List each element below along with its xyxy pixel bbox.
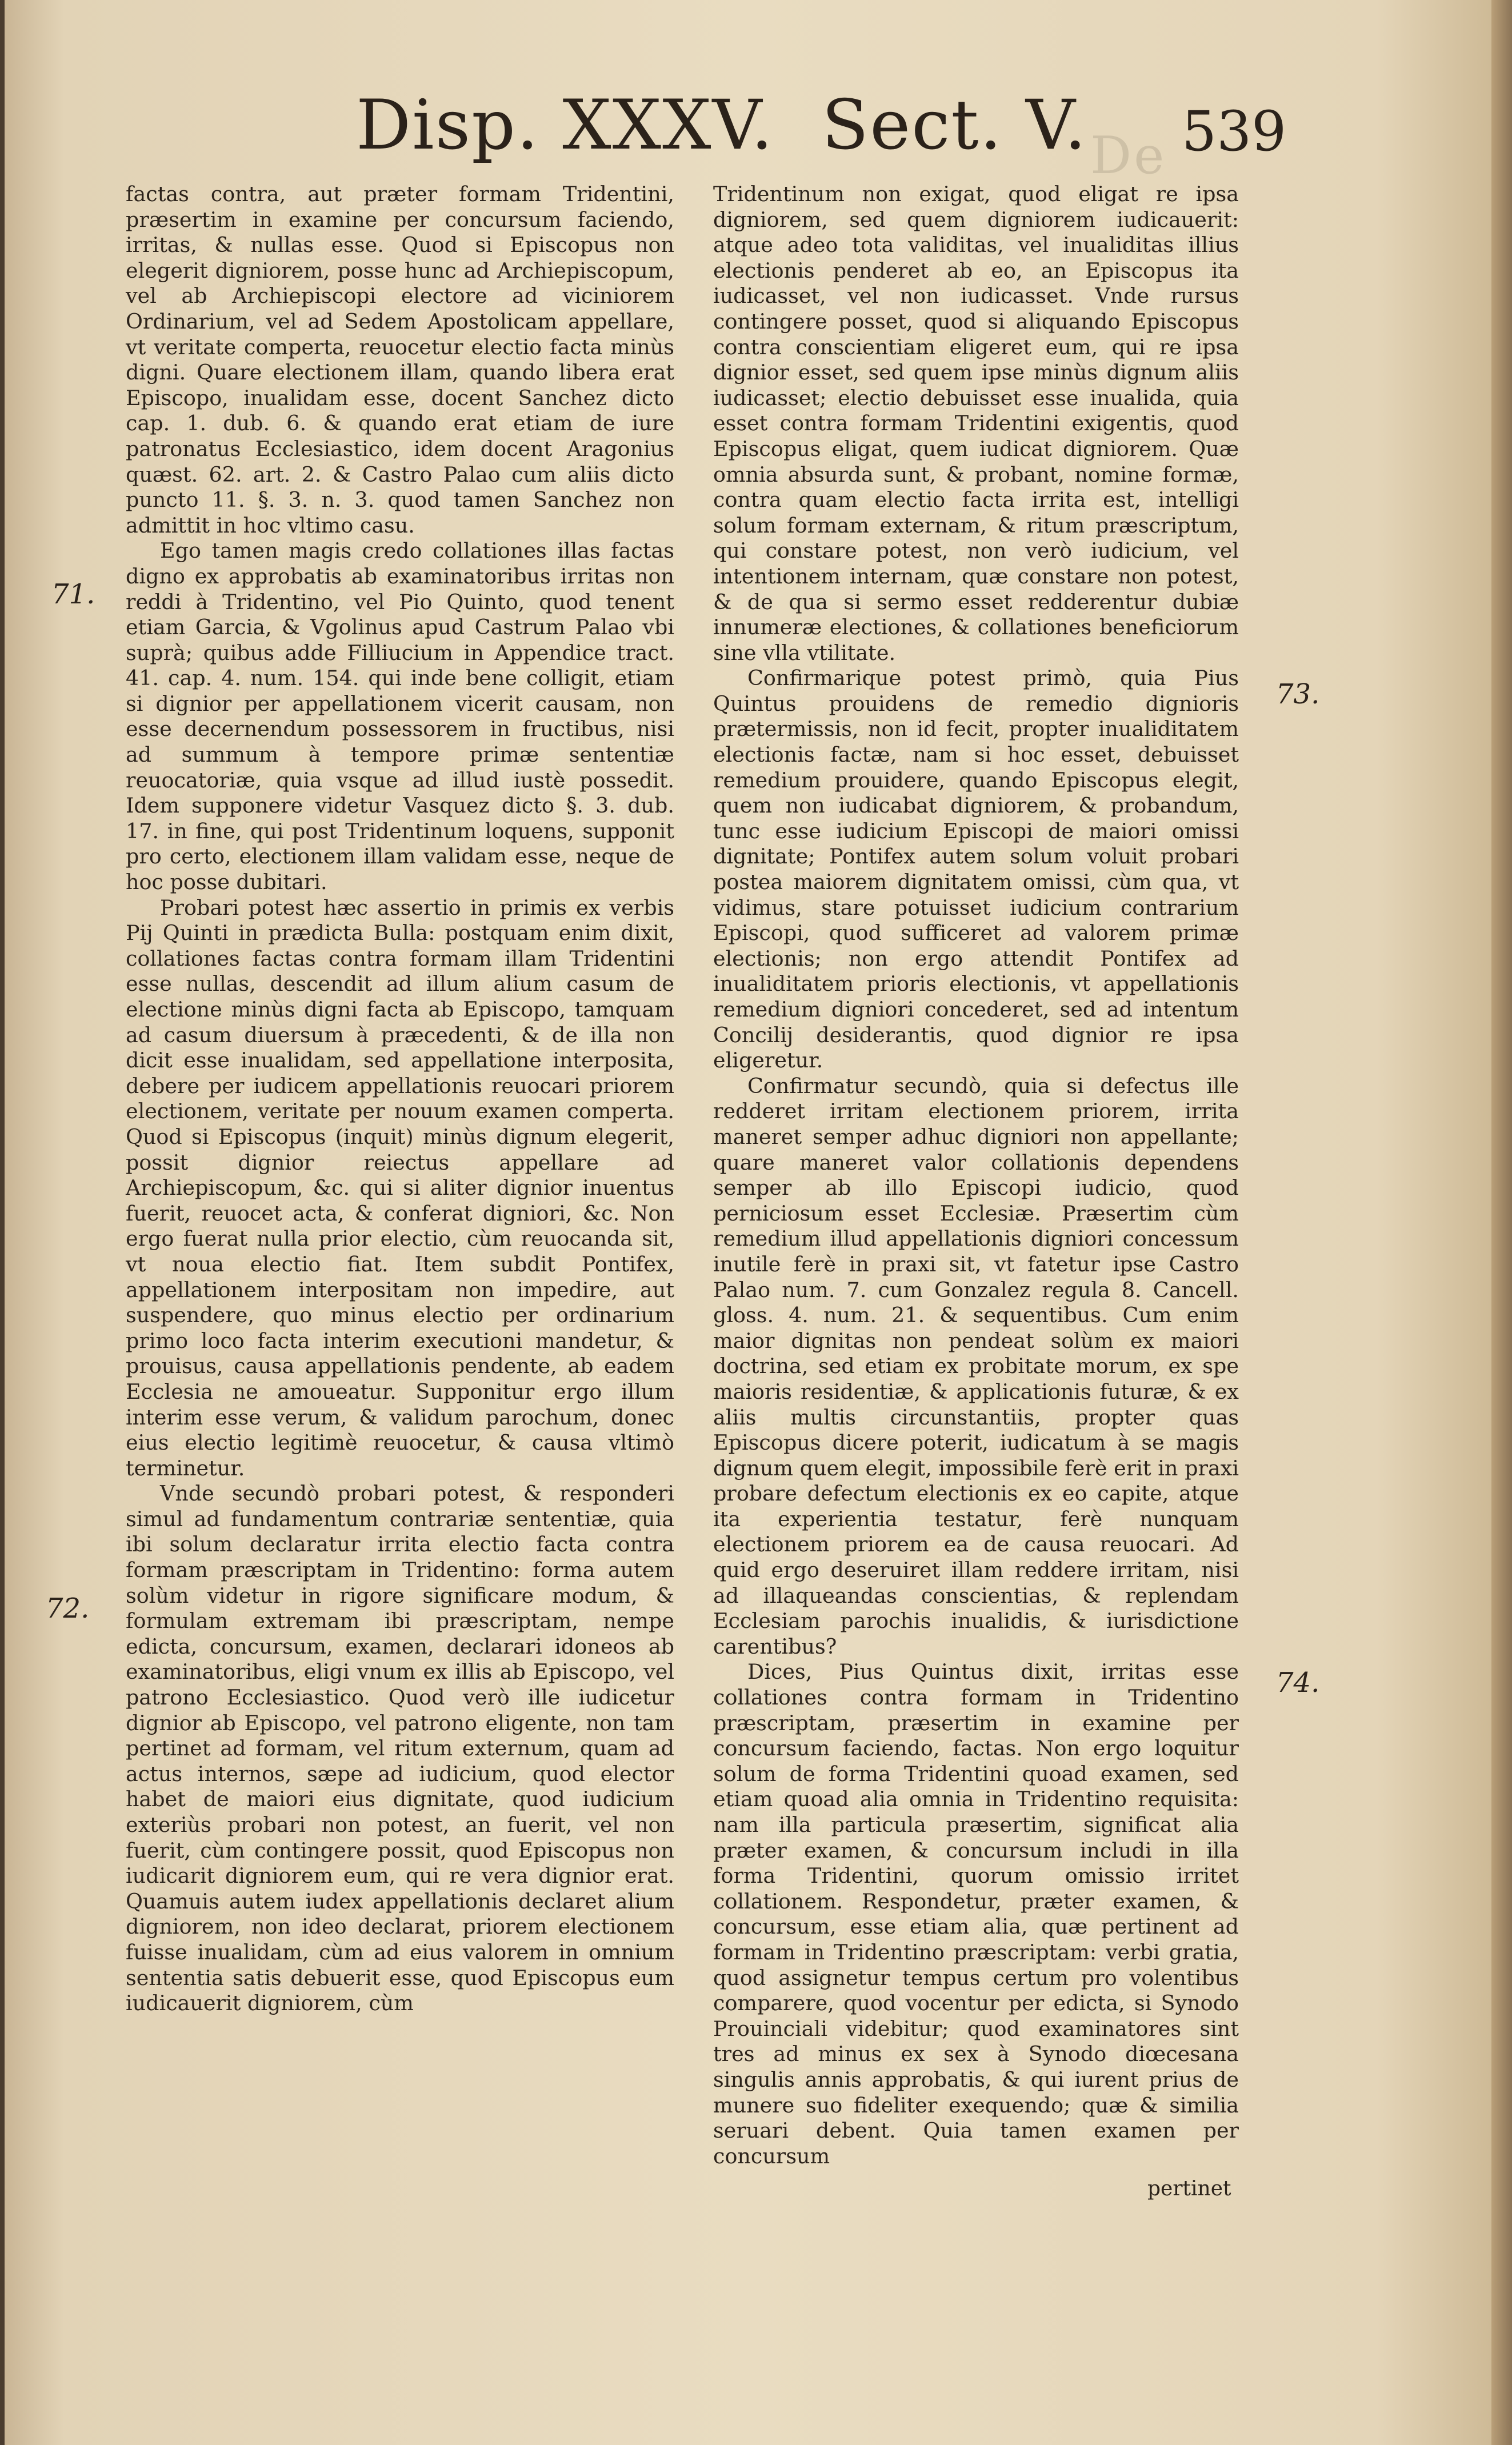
running-head xyxy=(5,74,1496,186)
right-column xyxy=(713,182,1239,2169)
header-disputation: Disp. XXXV. xyxy=(356,86,774,165)
paragraph: Confirmatur secundò, quia si defectus ille redderet irritam electionem priorem, irrita maneret semper adhuc digniori non appellante; quare maneret valor collationis dependens semper ab illo Episcopi iudicio, quod perniciosum esset Ecclesiæ. Præsertim cùm remedium illud appellationis digniori concessum inutile ferè in praxi sit, vt fatetur ipse Castro Palao num. 7. cum Gonzalez regula 8. Cancell. gloss. 4. num. 21. & sequentibus. Cum enim maior dignitas non pendeat solùm ex maiori doctrina, sed etiam ex probitate morum, ex spe maioris residentiæ, & applicationis futuræ, & ex aliis multis circunstantiis, propter quas Episcopus dicere poterit, iudicatum à se magis dignum quem elegit, impossibile ferè erit in praxi probare defectum electionis ex eo capite, atque ita experientia testatur, ferè nunquam electionem priorem ea de causa reuocari. Ad quid ergo deseruiret illam reddere irritam, nisi ad illaqueandas conscientias, & replendam Ecclesiam parochis inualidis, & iurisdictione carentibus? xyxy=(713,1073,1239,1659)
margin-number-73: 73. xyxy=(1276,678,1320,710)
paragraph: factas contra, aut præter formam Tridentini, præsertim in examine per concursum faciendo, irritas, & nullas esse. Quod si Episcopus non elegerit digniorem, posse hunc ad Archiepiscopum, vel ab Archiepiscopi electore ad viciniorem Ordinarium, vel ad Sedem Apostolicam appellare, vt veritate comperta, reuocetur electio facta minùs digni. Quare electionem illam, quando libera erat Episcopo, inualidam esse, docent Sanchez dicto cap. 1. dub. 6. & quando erat etiam de iure patronatus Ecclesiastico, idem docent Aragonius quæst. 62. art. 2. & Castro Palao cum aliis dicto puncto 11. §. 3. n. 3. quod tamen Sanchez non admittit in hoc vltimo casu. xyxy=(126,182,674,538)
paragraph: Dices, Pius Quintus dixit, irritas esse collationes contra formam in Tridentino præscriptam, præsertim in examine per concursum faciendo, factas. Non ergo loquitur solum de forma Tridentini quoad examen, sed etiam quoad alia omnia in Tridentino requisita: nam illa particula præsertim, significat alia præter examen, & concursum includi in illa forma Tridentini, quorum omissio irritet collationem. Respondetur, præter examen, & concursum, esse etiam alia, quæ pertinent ad formam in Tridentino præscriptam: verbi gratia, quod assignetur tempus certum pro volentibus comparere, quod vocentur per edicta, si Synodo Prouinciali videbitur; quod examinatores sint tres ad minus ex sex à Synodo diœcesana singulis annis approbatis, & qui iurent prius de munere suo fideliter exequendo; quæ & similia seruari debent. Quia tamen examen per concursum xyxy=(713,1659,1239,2168)
paragraph: Ego tamen magis credo collationes illas factas digno ex approbatis ab examinatoribus irritas non reddi à Tridentino, vel Pio Quinto, quod tenent etiam Garcia, & Vgolinus apud Castrum Palao vbi suprà; quibus adde Filliucium in Appendice tract. 41. cap. 4. num. 154. qui inde bene colligit, etiam si dignior per appellationem vicerit causam, non esse decernendum possessorem in fructibus, nisi ad summum à tempore primæ sententiæ reuocatoriæ, quia vsque ad illud iustè possedit. Idem supponere videtur Vasquez dicto §. 3. dub. 17. in fine, qui post Tridentinum loquens, supponit pro certo, electionem illam validam esse, neque de hoc posse dubitari. xyxy=(126,538,674,895)
margin-number-74: 74. xyxy=(1276,1667,1320,1699)
paragraph: Confirmarique potest primò, quia Pius Quintus prouidens de remedio dignioris prætermissis, non id fecit, propter inualiditatem electionis factæ, nam si hoc esset, debuisset remedium prouidere, quando Episcopus elegit, quem non iudicabat digniorem, & probandum, tunc esse iudicium Episcopi de maiori omissi dignitate; Pontifex autem solum voluit probari postea maiorem dignitatem omissi, cùm qua, vt vidimus, stare potuisset iudicium contrarium Episcopi, quod sufficeret ad valorem primæ electionis; non ergo attendit Pontifex ad inualiditatem prioris electionis, vt appellationis remedium digniori concederet, sed ad intentum Concilij desiderantis, quod dignior re ipsa eligeretur. xyxy=(713,666,1239,1073)
book-page xyxy=(5,0,1496,2445)
margin-number-72: 72. xyxy=(46,1592,90,1624)
catchword: pertinet xyxy=(1147,2177,1231,2200)
margin-number-71: 71. xyxy=(51,578,95,610)
paragraph: Probari potest hæc assertio in primis ex verbis Pij Quinti in prædicta Bulla: postquam enim dixit, collationes factas contra formam illam Tridentini esse nullas, descendit ad illum alium casum de electione minùs digni facta ab Episcopo, tamquam ad casum diuersum à præcedenti, & de illa non dicit esse inualidam, sed appellatione interposita, debere per iudicem appellationis reuocari priorem electionem, veritate per nouum examen comperta. Quod si Episcopus (inquit) minùs dignum elegerit, possit dignior reiectus appellare ad Archiepiscopum, &c. qui si aliter dignior inuentus fuerit, reuocet acta, & conferat digniori, &c. Non ergo fuerat nulla prior electio, cùm reuocanda sit, vt noua electio fiat. Item subdit Pontifex, appellationem interpositam non impedire, aut suspendere, quo minus electio per ordinarium primo loco facta interim executioni mandetur, & prouisus, causa appellationis pendente, ab eadem Ecclesia ne amoueatur. Supponitur ergo illum interim esse verum, & validum parochum, donec eius electio legitimè reuocetur, & causa vltimò terminetur. xyxy=(126,895,674,1480)
left-column xyxy=(126,182,674,2016)
header-section: Sect. V. xyxy=(822,86,1087,165)
paragraph: Tridentinum non exigat, quod eligat re ipsa digniorem, sed quem digniorem iudicauerit: atque adeo tota validitas, vel inualiditas illius electionis penderet ab eo, an Episcopus ita iudicasset, vel non iudicasset. Vnde rursus contingere posset, quod si aliquando Episcopus contra conscientiam eligeret eum, qui re ipsa dignior esset, sed quem ipse minùs dignum aliis iudicasset; electio debuisset esse inualida, quia esset contra formam Tridentini exigentis, quod Episcopus eligat, quem iudicat digniorem. Quæ omnia absurda sunt, & probant, nomine formæ, contra quam electio facta irrita est, intelligi solum formam externam, & ritum præscriptum, qui constare potest, non verò iudicium, vel intentionem internam, quæ constare non potest, & de qua si sermo esset redderentur dubiæ innumeræ electiones, & collationes beneficiorum sine vlla vtilitate. xyxy=(713,182,1239,665)
page-edge xyxy=(1491,0,1512,2445)
paragraph: Vnde secundò probari potest, & responderi simul ad fundamentum contrariæ sententiæ, quia ibi solum declaratur irrita electio facta contra formam præscriptam in Tridentino: forma autem solùm videtur in rigore significare modum, & formulam extremam ibi præscriptam, nempe edicta, concursum, examen, declarari idoneos ab examinatoribus, eligi vnum ex illis ab Episcopo, vel patrono Ecclesiastico. Quod verò ille iudicetur dignior ab Episcopo, vel patrono eligente, non tam pertinet ad formam, vel ritum externum, quam ad actus internos, sæpe ad iudicium, quod elector habet de maiori eius dignitate, quod iudicium exteriùs probari non potest, an fuerit, vel non fuerit, cùm contingere possit, quod Episcopus non iudicarit digniorem eum, qui re vera dignior erat. Quamuis autem iudex appellationis declaret alium digniorem, non ideo declarat, priorem electionem fuisse inualidam, cùm ad eius valorem in omnium sententia satis debuerit esse, quod Episcopus eum iudicauerit digniorem, cùm xyxy=(126,1481,674,2016)
page-number: 539 xyxy=(1182,99,1287,163)
bleed-through-text: De xyxy=(1090,126,1167,186)
